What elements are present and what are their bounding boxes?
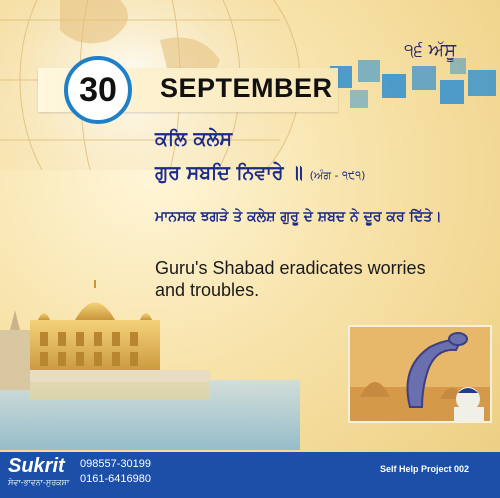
- gurbani-line-2-text: ਗੁਰ ਸਬਦਿ ਨਿਵਾਰੇ ॥: [155, 162, 303, 184]
- scripture-reference: (ਅੰਗ - ੧੯੧): [309, 169, 366, 182]
- english-translation: Guru's Shabad eradicates worries and troubles.: [155, 258, 426, 300]
- month-label: SEPTEMBER: [160, 73, 333, 103]
- nanakshahi-date: ੧੬ ਅੱਸੂ: [404, 40, 457, 61]
- decorative-squares: [330, 60, 500, 120]
- inset-illustration: [350, 327, 490, 421]
- gurbani-line-1: ਕਲਿ ਕਲੇਸ: [155, 128, 232, 150]
- narsingha-player-photo: [348, 325, 492, 423]
- sukrit-tagline: ਸੇਵਾ-ਭਾਵਨਾ-ਸੁਰਕਸ਼ਾ: [8, 478, 70, 487]
- phone-number-1: 098557-30199: [80, 458, 151, 470]
- project-label: Self Help Project 002: [380, 464, 470, 474]
- punjabi-translation: ਮਾਨਸਕ ਝਗੜੇ ਤੇ ਕਲੇਸ਼ ਗੁਰੂ ਦੇ ਸ਼ਬਦ ਨੇ ਦੂਰ ਕਰ ਦਿੱਤੇ।: [155, 209, 442, 225]
- sukrit-logo: Sukrit: [8, 455, 65, 477]
- gurbani-line-2: [155, 162, 485, 184]
- golden-temple-image: [0, 270, 300, 450]
- phone-number-2: 0161-6416980: [80, 473, 151, 485]
- day-number: 30: [64, 56, 132, 124]
- footer-bar: [0, 452, 500, 498]
